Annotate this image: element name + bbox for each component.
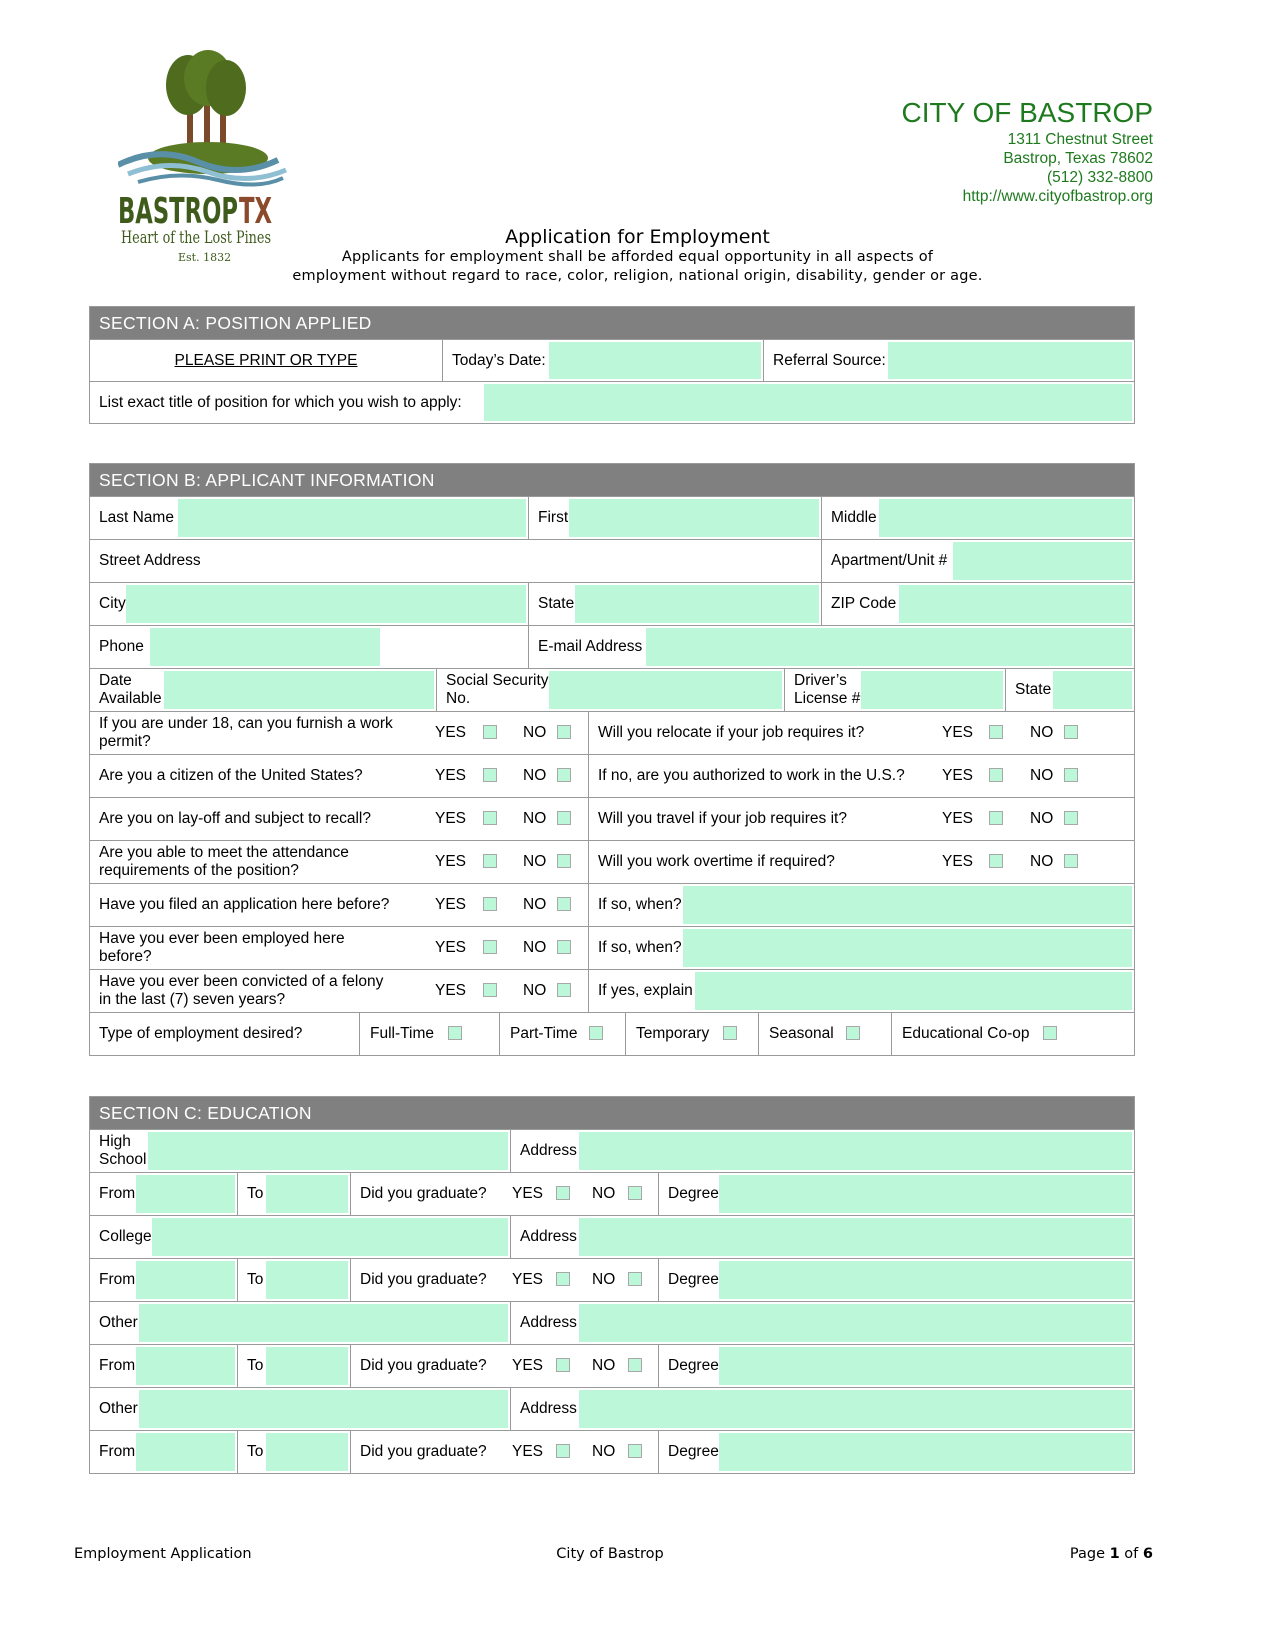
apartment-unit-field[interactable] bbox=[953, 542, 1132, 580]
work-permit-question-2: permit? bbox=[99, 733, 151, 750]
yes-label: YES bbox=[512, 1443, 544, 1460]
other-dates-row-2 bbox=[90, 1430, 1134, 1473]
footer-left: Employment Application bbox=[74, 1546, 252, 1562]
college-graduate-no-checkbox[interactable] bbox=[628, 1272, 642, 1286]
college-degree-field[interactable] bbox=[719, 1261, 1132, 1299]
attendance-question-2: requirements of the position? bbox=[99, 862, 299, 879]
high-school-graduate-no-checkbox[interactable] bbox=[628, 1186, 642, 1200]
city-name: CITY OF BASTROP bbox=[901, 97, 1153, 128]
no-label: NO bbox=[523, 982, 547, 999]
drivers-license-field[interactable] bbox=[861, 671, 1003, 709]
city-website[interactable]: http://www.cityofbastrop.org bbox=[962, 188, 1153, 205]
to-label: To bbox=[247, 1271, 264, 1288]
page-of: of bbox=[1119, 1546, 1143, 1562]
other-address-field-1[interactable] bbox=[579, 1304, 1132, 1342]
graduate-question: Did you graduate? bbox=[360, 1185, 487, 1202]
position-title-label: List exact title of position for which you wish to apply: bbox=[99, 393, 462, 411]
full-time-checkbox[interactable] bbox=[448, 1026, 462, 1040]
section-c bbox=[89, 1096, 1135, 1474]
city-street: 1311 Chestnut Street bbox=[1007, 131, 1153, 148]
eeo-line-2: employment without regard to race, color, religion, national origin, disability, gender or age. bbox=[292, 268, 983, 284]
footer-page-number bbox=[1070, 1546, 1153, 1562]
no-label: NO bbox=[1030, 767, 1054, 784]
yes-label: YES bbox=[435, 896, 467, 913]
college-address-field[interactable] bbox=[579, 1218, 1132, 1256]
address-label: Address bbox=[520, 1228, 577, 1245]
other-degree-field-2[interactable] bbox=[719, 1433, 1132, 1471]
layoff-yes-checkbox[interactable] bbox=[483, 811, 497, 825]
other-from-field-1[interactable] bbox=[136, 1347, 235, 1385]
high-school-label-2: School bbox=[99, 1151, 147, 1168]
last-name-label: Last Name bbox=[99, 509, 174, 526]
ssn-field[interactable] bbox=[549, 671, 782, 709]
temporary-label: Temporary bbox=[636, 1025, 710, 1042]
other-graduate-yes-checkbox-2[interactable] bbox=[556, 1444, 570, 1458]
no-label: NO bbox=[592, 1443, 616, 1460]
seasonal-label: Seasonal bbox=[769, 1025, 834, 1042]
from-label: From bbox=[99, 1271, 136, 1288]
city-contact-block bbox=[901, 96, 1153, 206]
college-field[interactable] bbox=[152, 1218, 508, 1256]
graduate-question: Did you graduate? bbox=[360, 1357, 487, 1374]
no-label: NO bbox=[592, 1357, 616, 1374]
citizen-authorized-row bbox=[90, 754, 1134, 797]
city-label: City bbox=[99, 595, 126, 612]
overtime-question: Will you work overtime if required? bbox=[598, 853, 835, 870]
address-label: Address bbox=[520, 1400, 577, 1417]
authorized-yes-checkbox[interactable] bbox=[989, 768, 1003, 782]
section-a-heading: SECTION A: POSITION APPLIED bbox=[90, 307, 1134, 339]
no-label: NO bbox=[1030, 853, 1054, 870]
phone-email-row bbox=[90, 625, 1134, 668]
section-a-row-2 bbox=[90, 381, 1134, 423]
part-time-checkbox[interactable] bbox=[589, 1026, 603, 1040]
yes-label: YES bbox=[942, 767, 974, 784]
date-available-label-1: Date bbox=[99, 672, 132, 689]
work-permit-relocate-row bbox=[90, 711, 1134, 754]
high-school-graduate-yes-checkbox[interactable] bbox=[556, 1186, 570, 1200]
work-permit-question-1: If you are under 18, can you furnish a work bbox=[99, 715, 393, 732]
degree-label: Degree bbox=[668, 1443, 719, 1460]
license-state-label: State bbox=[1015, 681, 1052, 698]
felony-row bbox=[90, 969, 1134, 1012]
other-to-field-1[interactable] bbox=[266, 1347, 348, 1385]
employed-before-row bbox=[90, 926, 1134, 969]
footer-center: City of Bastrop bbox=[556, 1546, 664, 1562]
college-graduate-yes-checkbox[interactable] bbox=[556, 1272, 570, 1286]
high-school-row bbox=[90, 1129, 1134, 1172]
filed-before-question: Have you filed an application here before? bbox=[99, 896, 390, 913]
filed-before-yes-checkbox[interactable] bbox=[483, 897, 497, 911]
no-label: NO bbox=[523, 939, 547, 956]
felony-question-1: Have you ever been convicted of a felony bbox=[99, 973, 384, 990]
authorized-no-checkbox[interactable] bbox=[1064, 768, 1078, 782]
referral-source-field[interactable] bbox=[888, 342, 1132, 379]
address-label: Address bbox=[520, 1142, 577, 1159]
apartment-unit-label: Apartment/Unit # bbox=[831, 552, 948, 569]
other-from-field-2[interactable] bbox=[136, 1433, 235, 1471]
address-label: Address bbox=[520, 1314, 577, 1331]
felony-yes-checkbox[interactable] bbox=[483, 983, 497, 997]
employed-before-yes-checkbox[interactable] bbox=[483, 940, 497, 954]
attendance-question-1: Are you able to meet the attendance bbox=[99, 844, 349, 861]
first-name-label: First bbox=[538, 509, 569, 526]
high-school-dates-row bbox=[90, 1172, 1134, 1215]
email-field[interactable] bbox=[646, 628, 1132, 666]
felony-question-2: in the last (7) seven years? bbox=[99, 991, 286, 1008]
other-graduate-no-checkbox-2[interactable] bbox=[628, 1444, 642, 1458]
felony-no-checkbox[interactable] bbox=[557, 983, 571, 997]
to-label: To bbox=[247, 1357, 264, 1374]
employed-before-no-checkbox[interactable] bbox=[557, 940, 571, 954]
citizen-no-checkbox[interactable] bbox=[557, 768, 571, 782]
city-field[interactable] bbox=[126, 585, 526, 623]
travel-yes-checkbox[interactable] bbox=[989, 811, 1003, 825]
phone-field[interactable] bbox=[150, 628, 380, 666]
degree-label: Degree bbox=[668, 1185, 719, 1202]
part-time-label: Part-Time bbox=[510, 1025, 578, 1042]
college-from-field[interactable] bbox=[136, 1261, 235, 1299]
section-b bbox=[89, 463, 1135, 1056]
todays-date-field[interactable] bbox=[549, 342, 761, 379]
phone-label: Phone bbox=[99, 638, 144, 655]
yes-label: YES bbox=[512, 1357, 544, 1374]
to-label: To bbox=[247, 1185, 264, 1202]
employed-before-question-2: before? bbox=[99, 948, 152, 965]
graduate-question: Did you graduate? bbox=[360, 1443, 487, 1460]
yes-label: YES bbox=[435, 982, 467, 999]
overtime-yes-checkbox[interactable] bbox=[989, 854, 1003, 868]
layoff-no-checkbox[interactable] bbox=[557, 811, 571, 825]
employed-before-question-1: Have you ever been employed here bbox=[99, 930, 345, 947]
logo-wordmark-main: BASTROP bbox=[118, 191, 238, 232]
no-label: NO bbox=[523, 767, 547, 784]
no-label: NO bbox=[1030, 724, 1054, 741]
attendance-yes-checkbox[interactable] bbox=[483, 854, 497, 868]
form-title: Application for Employment bbox=[505, 226, 770, 248]
relocate-no-checkbox[interactable] bbox=[1064, 725, 1078, 739]
logo-wordmark-accent: TX bbox=[239, 191, 273, 232]
to-label: To bbox=[247, 1443, 264, 1460]
other-school-field-2[interactable] bbox=[139, 1390, 508, 1428]
travel-no-checkbox[interactable] bbox=[1064, 811, 1078, 825]
travel-question: Will you travel if your job requires it? bbox=[598, 810, 847, 827]
yes-label: YES bbox=[942, 810, 974, 827]
street-address-label: Street Address bbox=[99, 552, 201, 569]
other-label: Other bbox=[99, 1314, 138, 1331]
filed-when-label: If so, when? bbox=[598, 896, 682, 913]
overtime-no-checkbox[interactable] bbox=[1064, 854, 1078, 868]
city-phone: (512) 332-8800 bbox=[1047, 169, 1153, 186]
page-current: 1 bbox=[1109, 1546, 1120, 1562]
yes-label: YES bbox=[435, 724, 467, 741]
first-name-field[interactable] bbox=[569, 499, 819, 537]
section-c-heading: SECTION C: EDUCATION bbox=[90, 1097, 1134, 1129]
ssn-label-1: Social Security bbox=[446, 672, 549, 689]
no-label: NO bbox=[523, 724, 547, 741]
section-a-row-1 bbox=[90, 339, 1134, 381]
referral-source-label: Referral Source: bbox=[773, 351, 886, 369]
filed-when-field[interactable] bbox=[683, 886, 1132, 924]
employed-when-field[interactable] bbox=[683, 929, 1132, 967]
filed-before-row bbox=[90, 883, 1134, 926]
license-state-field[interactable] bbox=[1053, 671, 1132, 709]
from-label: From bbox=[99, 1185, 136, 1202]
employment-type-label: Type of employment desired? bbox=[99, 1025, 303, 1042]
no-label: NO bbox=[592, 1271, 616, 1288]
employment-type-row bbox=[90, 1012, 1134, 1055]
yes-label: YES bbox=[435, 853, 467, 870]
high-school-from-field[interactable] bbox=[136, 1175, 235, 1213]
yes-label: YES bbox=[435, 767, 467, 784]
zip-code-label: ZIP Code bbox=[831, 595, 897, 612]
ssn-label-2: No. bbox=[446, 690, 471, 707]
other-dates-row-1 bbox=[90, 1344, 1134, 1387]
date-available-field[interactable] bbox=[164, 671, 434, 709]
degree-label: Degree bbox=[668, 1357, 719, 1374]
other-address-field-2[interactable] bbox=[579, 1390, 1132, 1428]
temporary-checkbox[interactable] bbox=[723, 1026, 737, 1040]
graduate-question: Did you graduate? bbox=[360, 1271, 487, 1288]
city-location: Bastrop, Texas 78602 bbox=[1003, 150, 1153, 167]
middle-name-field[interactable] bbox=[879, 499, 1132, 537]
yes-label: YES bbox=[512, 1271, 544, 1288]
seasonal-checkbox[interactable] bbox=[846, 1026, 860, 1040]
no-label: NO bbox=[523, 853, 547, 870]
work-permit-no-checkbox[interactable] bbox=[557, 725, 571, 739]
felony-explain-field[interactable] bbox=[695, 972, 1132, 1010]
yes-label: YES bbox=[435, 939, 467, 956]
other-school-field-1[interactable] bbox=[139, 1304, 508, 1342]
high-school-to-field[interactable] bbox=[266, 1175, 348, 1213]
other-label: Other bbox=[99, 1400, 138, 1417]
attendance-overtime-row bbox=[90, 840, 1134, 883]
other-to-field-2[interactable] bbox=[266, 1433, 348, 1471]
employed-when-label: If so, when? bbox=[598, 939, 682, 956]
logo-established: Est. 1832 bbox=[178, 251, 232, 264]
other-degree-field-1[interactable] bbox=[719, 1347, 1132, 1385]
other-graduate-no-checkbox-1[interactable] bbox=[628, 1358, 642, 1372]
relocate-question: Will you relocate if your job requires it? bbox=[598, 724, 865, 741]
page-prefix: Page bbox=[1069, 1546, 1110, 1562]
filed-before-no-checkbox[interactable] bbox=[557, 897, 571, 911]
yes-label: YES bbox=[435, 810, 467, 827]
no-label: NO bbox=[1030, 810, 1054, 827]
yes-label: YES bbox=[942, 724, 974, 741]
no-label: NO bbox=[523, 896, 547, 913]
authorized-question: If no, are you authorized to work in the U.S.? bbox=[598, 767, 905, 784]
no-label: NO bbox=[523, 810, 547, 827]
name-row bbox=[90, 496, 1134, 539]
city-state-zip-row bbox=[90, 582, 1134, 625]
last-name-field[interactable] bbox=[178, 499, 526, 537]
full-time-label: Full-Time bbox=[370, 1025, 435, 1042]
zip-code-field[interactable] bbox=[899, 585, 1132, 623]
page-total: 6 bbox=[1142, 1546, 1153, 1562]
email-label: E-mail Address bbox=[538, 638, 643, 655]
print-notice: PLEASE PRINT OR TYPE bbox=[174, 351, 358, 369]
layoff-travel-row bbox=[90, 797, 1134, 840]
section-b-heading: SECTION B: APPLICANT INFORMATION bbox=[90, 464, 1134, 496]
drivers-license-label-2: License # bbox=[794, 690, 861, 707]
high-school-field[interactable] bbox=[148, 1132, 508, 1170]
high-school-label-1: High bbox=[99, 1133, 131, 1150]
relocate-yes-checkbox[interactable] bbox=[989, 725, 1003, 739]
state-field[interactable] bbox=[575, 585, 819, 623]
other-graduate-yes-checkbox-1[interactable] bbox=[556, 1358, 570, 1372]
date-available-label-2: Available bbox=[99, 690, 162, 707]
college-label: College bbox=[99, 1228, 152, 1245]
educational-coop-label: Educational Co-op bbox=[902, 1025, 1030, 1042]
section-a bbox=[89, 306, 1135, 424]
college-row bbox=[90, 1215, 1134, 1258]
logo-tagline: Heart of the Lost Pines bbox=[121, 228, 271, 248]
educational-coop-checkbox[interactable] bbox=[1043, 1026, 1057, 1040]
yes-label: YES bbox=[512, 1185, 544, 1202]
citizen-yes-checkbox[interactable] bbox=[483, 768, 497, 782]
no-label: NO bbox=[592, 1185, 616, 1202]
yes-label: YES bbox=[942, 853, 974, 870]
from-label: From bbox=[99, 1443, 136, 1460]
from-label: From bbox=[99, 1357, 136, 1374]
citizen-question: Are you a citizen of the United States? bbox=[99, 767, 363, 784]
drivers-license-label-1: Driver’s bbox=[794, 672, 847, 689]
eeo-statement bbox=[0, 248, 1275, 286]
eeo-line-1: Applicants for employment shall be afforded equal opportunity in all aspects of bbox=[341, 249, 934, 265]
work-permit-yes-checkbox[interactable] bbox=[483, 725, 497, 739]
state-label: State bbox=[538, 595, 575, 612]
high-school-address-field[interactable] bbox=[579, 1132, 1132, 1170]
address-row bbox=[90, 539, 1134, 582]
high-school-degree-field[interactable] bbox=[719, 1175, 1132, 1213]
other-school-row-2 bbox=[90, 1387, 1134, 1430]
college-to-field[interactable] bbox=[266, 1261, 348, 1299]
todays-date-label: Today’s Date: bbox=[452, 351, 546, 369]
attendance-no-checkbox[interactable] bbox=[557, 854, 571, 868]
layoff-question: Are you on lay-off and subject to recall? bbox=[99, 810, 371, 827]
middle-name-label: Middle bbox=[831, 509, 877, 526]
degree-label: Degree bbox=[668, 1271, 719, 1288]
felony-explain-label: If yes, explain bbox=[598, 982, 693, 999]
college-dates-row bbox=[90, 1258, 1134, 1301]
other-school-row-1 bbox=[90, 1301, 1134, 1344]
availability-row bbox=[90, 668, 1134, 711]
position-title-field[interactable] bbox=[484, 384, 1132, 421]
